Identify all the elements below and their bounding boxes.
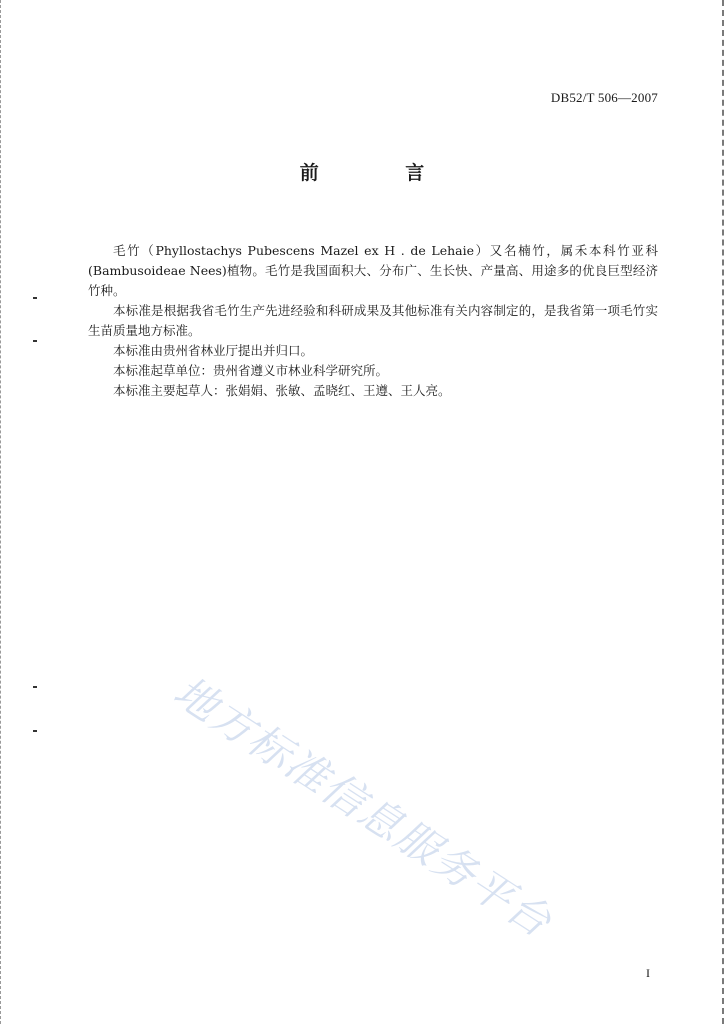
watermark-text: 地方标准信息服务平台	[165, 666, 562, 948]
paragraph-intro: 毛竹（Phyllostachys Pubescens Mazel ex H . de Lehaie）又名楠竹，属禾本科竹亚科(Bambusoideae Nees)植物。毛竹是我国面积大、分布广、生长快、产量高、用途多的优良巨型经济竹种。	[88, 243, 658, 298]
standard-number: DB52/T 506—2007	[550, 90, 658, 105]
paragraph-drafting-unit: 本标准起草单位：贵州省遵义市林业科学研究所。	[113, 363, 389, 378]
scan-mark	[33, 340, 37, 342]
paragraph-basis: 本标准是根据我省毛竹生产先进经验和科研成果及其他标准有关内容制定的，是我省第一项毛竹实生苗质量地方标准。	[88, 303, 658, 338]
scan-mark	[33, 686, 37, 688]
paragraph-drafters: 本标准主要起草人：张娟娟、张敏、孟晓红、王遵、王人亮。	[113, 383, 451, 398]
page-number: I	[646, 966, 650, 980]
foreword-body	[88, 241, 658, 401]
paragraph-proposer: 本标准由贵州省林业厅提出并归口。	[113, 343, 314, 358]
scan-mark	[33, 297, 37, 299]
scan-edge-right	[718, 0, 724, 1024]
scan-mark	[33, 730, 37, 732]
scan-edge-left	[0, 0, 4, 1024]
page-title: 前 言	[299, 162, 465, 184]
